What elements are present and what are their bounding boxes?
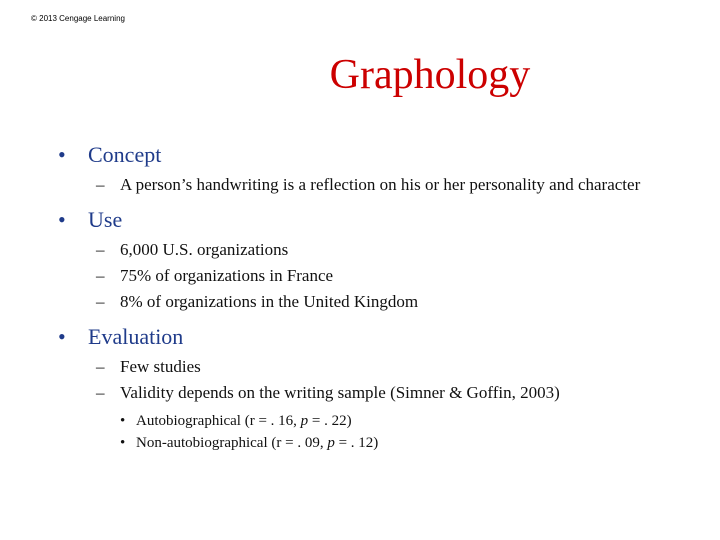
list-item: [96, 356, 698, 377]
section-concept: [58, 140, 698, 195]
bullet-icon: •: [58, 324, 66, 349]
dash-icon: –: [96, 357, 105, 376]
heading-use: Use: [88, 207, 123, 232]
list-item: [96, 174, 698, 195]
item-text: Few studies: [120, 357, 201, 376]
slide-title: Graphology: [329, 52, 531, 98]
list-item: [96, 239, 698, 260]
dash-icon: –: [96, 383, 105, 402]
bullet-icon: •: [58, 142, 66, 167]
item-text: 8% of organizations in the United Kingdom: [120, 292, 419, 311]
dash-icon: –: [96, 240, 105, 259]
copyright-notice: © 2013 Cengage Learning: [31, 14, 125, 23]
bullet-icon: •: [120, 435, 126, 451]
dash-icon: –: [96, 175, 105, 194]
sub-list-item: [120, 433, 698, 453]
bullet-use: [58, 205, 698, 235]
list-item: [96, 382, 698, 403]
list-item: [96, 291, 698, 312]
bullet-icon: •: [120, 413, 126, 429]
section-evaluation: [58, 322, 698, 453]
slide-content: [58, 140, 698, 463]
section-use: [58, 205, 698, 312]
bullet-concept: [58, 140, 698, 170]
dash-icon: –: [96, 292, 105, 311]
item-text: 6,000 U.S. organizations: [120, 240, 289, 259]
item-text: 75% of organizations in France: [120, 266, 334, 285]
heading-concept: Concept: [88, 142, 162, 167]
bullet-icon: •: [58, 207, 66, 232]
item-text: A person’s handwriting is a reflection on his or her personality and character: [120, 175, 641, 194]
dash-icon: –: [96, 266, 105, 285]
list-item: [96, 265, 698, 286]
sub-item-text: Autobiographical (r = . 16, p = . 22): [136, 413, 352, 429]
sub-item-text: Non-autobiographical (r = . 09, p = . 12): [136, 435, 379, 451]
heading-evaluation: Evaluation: [88, 324, 184, 349]
sub-list-item: [120, 411, 698, 431]
item-text: Validity depends on the writing sample (Simner & Goffin, 2003): [120, 383, 560, 402]
bullet-evaluation: [58, 322, 698, 352]
